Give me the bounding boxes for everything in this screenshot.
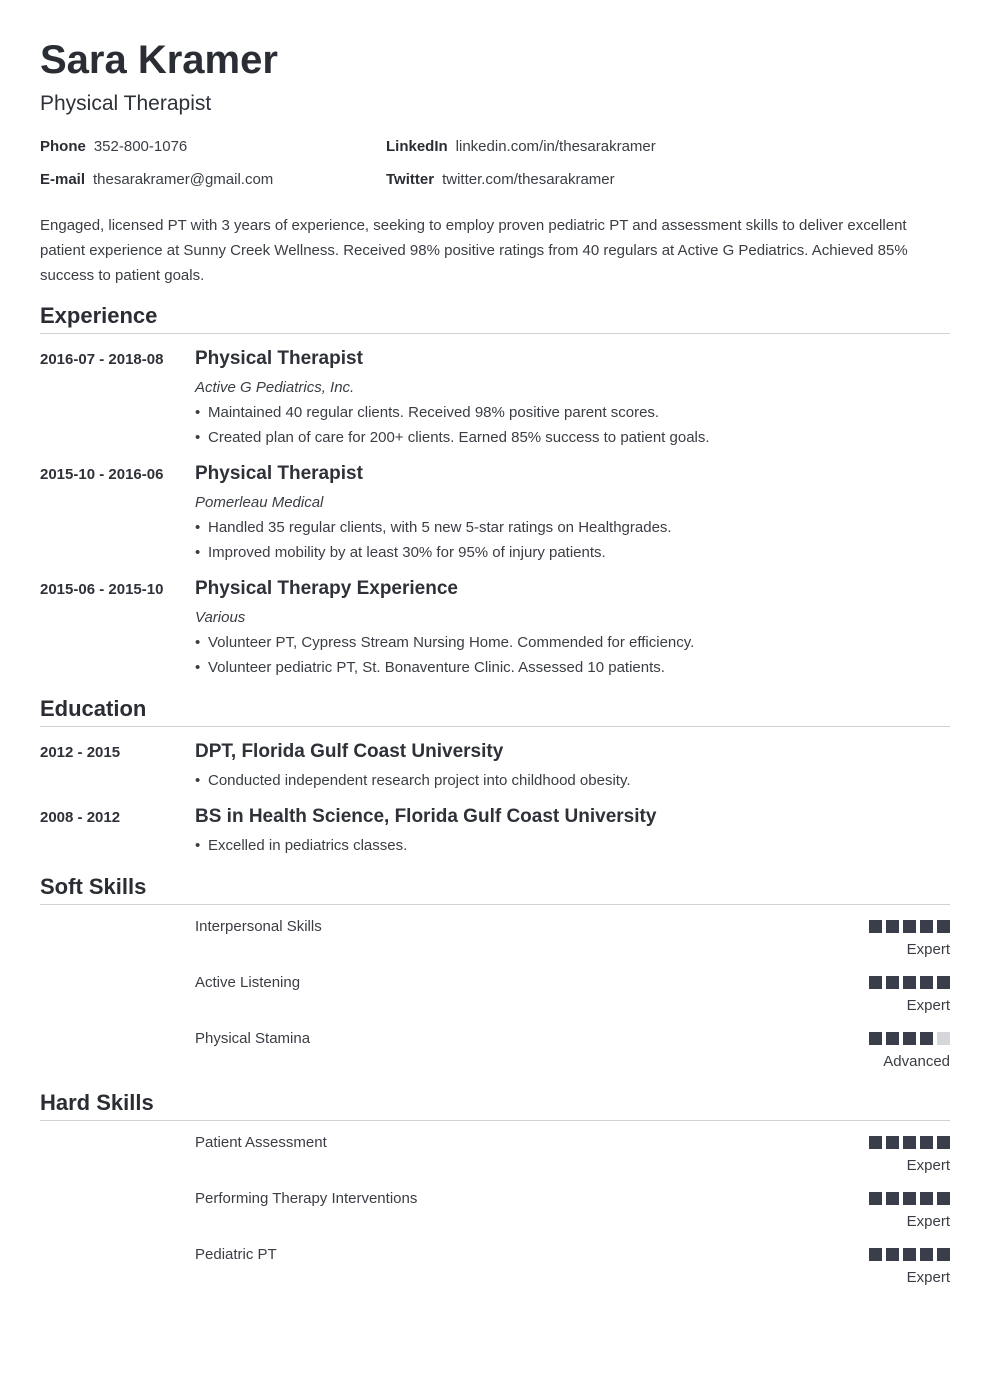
skill-rating	[869, 1032, 950, 1045]
rating-square-filled	[920, 1248, 933, 1261]
rating-square-empty	[937, 1032, 950, 1045]
entry-role: Physical Therapist	[195, 348, 363, 369]
bullet-dot: •	[195, 659, 201, 676]
rating-square-filled	[937, 976, 950, 989]
linkedin-value: linkedin.com/in/thesarakramer	[455, 138, 656, 155]
entry-dates: 2008 - 2012	[40, 809, 121, 826]
contact-twitter	[386, 171, 615, 188]
bullet-dot: •	[195, 544, 201, 561]
rating-square-filled	[869, 1192, 882, 1205]
bullet-dot: •	[195, 404, 201, 421]
rating-square-filled	[920, 1192, 933, 1205]
skill-name: Performing Therapy Interventions	[195, 1190, 418, 1207]
entry-org: Active G Pediatrics, Inc.	[195, 379, 355, 396]
skill-name: Pediatric PT	[195, 1246, 277, 1263]
rating-square-filled	[920, 920, 933, 933]
rating-square-filled	[937, 1136, 950, 1149]
soft-skills-heading	[40, 874, 950, 905]
skill-row	[40, 1030, 950, 1080]
entry-bullet	[195, 519, 672, 536]
entry-org: Various	[195, 609, 246, 626]
rating-square-filled	[920, 976, 933, 989]
rating-square-filled	[869, 976, 882, 989]
soft-skills-heading-text: Soft Skills	[40, 874, 147, 899]
contact-linkedin	[386, 138, 656, 155]
skill-rating	[869, 920, 950, 933]
rating-square-filled	[869, 1136, 882, 1149]
skill-name: Physical Stamina	[195, 1030, 311, 1047]
bullet-text: Improved mobility by at least 30% for 95% of injury patients.	[208, 544, 606, 561]
skill-row	[40, 1190, 950, 1240]
rating-square-filled	[886, 976, 899, 989]
entry-degree: BS in Health Science, Florida Gulf Coast University	[195, 806, 657, 827]
entry-bullet	[195, 837, 407, 854]
entry-dates: 2012 - 2015	[40, 744, 121, 761]
skill-rating	[869, 1248, 950, 1261]
entry-bullet	[195, 404, 659, 421]
skill-level: Advanced	[883, 1053, 950, 1070]
rating-square-filled	[903, 1192, 916, 1205]
education-heading-text: Education	[40, 696, 147, 721]
bullet-dot: •	[195, 429, 201, 446]
bullet-dot: •	[195, 519, 201, 536]
skill-name: Active Listening	[195, 974, 301, 991]
skill-rating	[869, 976, 950, 989]
entry-role: Physical Therapist	[195, 463, 363, 484]
entry-org: Pomerleau Medical	[195, 494, 324, 511]
rating-square-filled	[920, 1136, 933, 1149]
skill-level: Expert	[906, 1213, 950, 1230]
entry-degree: DPT, Florida Gulf Coast University	[195, 741, 504, 762]
contact-phone	[40, 138, 187, 155]
rating-square-filled	[886, 920, 899, 933]
skill-row	[40, 974, 950, 1024]
rating-square-filled	[937, 1192, 950, 1205]
entry-dates: 2015-06 - 2015-10	[40, 581, 164, 598]
candidate-name: Sara Kramer	[40, 38, 278, 82]
rating-square-filled	[903, 976, 916, 989]
rating-square-filled	[886, 1032, 899, 1045]
phone-label: Phone	[40, 138, 86, 155]
skill-level: Expert	[906, 941, 950, 958]
education-heading	[40, 696, 950, 727]
candidate-title: Physical Therapist	[40, 92, 212, 115]
skill-level: Expert	[906, 997, 950, 1014]
bullet-text: Created plan of care for 200+ clients. Earned 85% success to patient goals.	[208, 429, 710, 446]
skill-level: Expert	[906, 1157, 950, 1174]
skill-level: Expert	[906, 1269, 950, 1286]
bullet-text: Maintained 40 regular clients. Received 98% positive parent scores.	[208, 404, 660, 421]
rating-square-filled	[869, 920, 882, 933]
skill-name: Patient Assessment	[195, 1134, 327, 1151]
contact-email	[40, 171, 273, 188]
rating-square-filled	[886, 1248, 899, 1261]
rating-square-filled	[886, 1192, 899, 1205]
rating-square-filled	[903, 1136, 916, 1149]
rating-square-filled	[869, 1032, 882, 1045]
entry-role: Physical Therapy Experience	[195, 578, 458, 599]
experience-heading-text: Experience	[40, 303, 158, 328]
skill-row	[40, 1134, 950, 1184]
bullet-text: Excelled in pediatrics classes.	[208, 837, 408, 854]
bullet-dot: •	[195, 837, 201, 854]
rating-square-filled	[886, 1136, 899, 1149]
rating-square-filled	[937, 920, 950, 933]
entry-bullet	[195, 634, 694, 651]
linkedin-label: LinkedIn	[386, 138, 448, 155]
rating-square-filled	[903, 1248, 916, 1261]
rating-square-filled	[937, 1248, 950, 1261]
rating-square-filled	[903, 920, 916, 933]
experience-heading	[40, 303, 950, 334]
skill-row	[40, 1246, 950, 1296]
skill-row	[40, 918, 950, 968]
email-label: E-mail	[40, 171, 86, 188]
skill-rating	[869, 1136, 950, 1149]
rating-square-filled	[903, 1032, 916, 1045]
email-value: thesarakramer@gmail.com	[93, 171, 274, 188]
phone-value: 352-800-1076	[93, 138, 188, 155]
bullet-text: Volunteer pediatric PT, St. Bonaventure Clinic. Assessed 10 patients.	[208, 659, 665, 676]
entry-bullet	[195, 772, 631, 789]
entry-bullet	[195, 544, 606, 561]
skill-rating	[869, 1192, 950, 1205]
twitter-value: twitter.com/thesarakramer	[442, 171, 615, 188]
hard-skills-heading	[40, 1090, 950, 1121]
bullet-text: Conducted independent research project into childhood obesity.	[208, 772, 631, 789]
entry-dates: 2016-07 - 2018-08	[40, 351, 164, 368]
entry-bullet	[195, 659, 665, 676]
rating-square-filled	[920, 1032, 933, 1045]
bullet-dot: •	[195, 634, 201, 651]
rating-square-filled	[869, 1248, 882, 1261]
twitter-label: Twitter	[386, 171, 435, 188]
summary-text: Engaged, licensed PT with 3 years of experience, seeking to employ proven pediatric PT and assessment skills to deliver excellent patient experience at Sunny Creek Wellness. Received 98% positive ratings from 40 regulars at Active G Pediatrics. Achieved 85% success to patient goals.	[40, 217, 908, 284]
bullet-text: Handled 35 regular clients, with 5 new 5-star ratings on Healthgrades.	[208, 519, 672, 536]
skill-name: Interpersonal Skills	[195, 918, 322, 935]
entry-dates: 2015-10 - 2016-06	[40, 466, 164, 483]
entry-bullet	[195, 429, 710, 446]
hard-skills-heading-text: Hard Skills	[40, 1090, 154, 1115]
bullet-text: Volunteer PT, Cypress Stream Nursing Home. Commended for efficiency.	[208, 634, 695, 651]
bullet-dot: •	[195, 772, 201, 789]
